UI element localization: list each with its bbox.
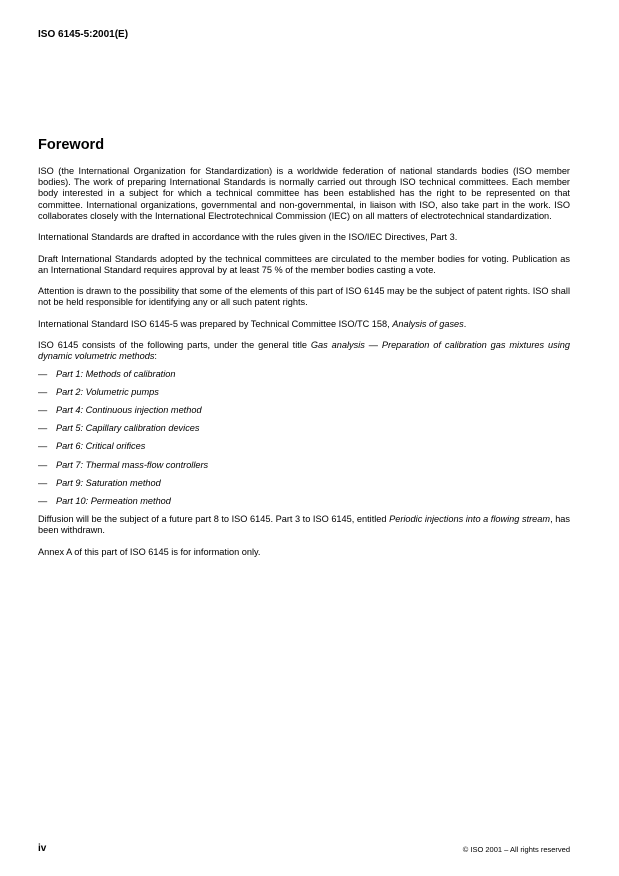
paragraph-voting: Draft International Standards adopted by the technical committees are circulated to the member bodies for voting. Publication as an International Standard requires approval by at least 75 % of the member bodies casting a vote.: [38, 253, 570, 275]
part-title: Part 2: Volumetric pumps: [56, 386, 159, 397]
foreword-heading: Foreword: [38, 137, 105, 153]
withdrawn-part-title: Periodic injections into a flowing stream: [389, 514, 551, 525]
parts-intro-end: :: [154, 351, 157, 362]
part-title: Part 6: Critical orifices: [56, 441, 146, 452]
paragraph-directives: International Standards are drafted in accordance with the rules given in the ISO/IEC Directives, Part 3.: [38, 232, 458, 243]
withdrawn-end: , has been withdrawn.: [38, 514, 571, 536]
list-item: [38, 441, 570, 452]
committee-title: Analysis of gases: [392, 318, 464, 329]
list-item: [38, 405, 570, 416]
list-dash: —: [38, 386, 48, 397]
withdrawn-text: Diffusion will be the subject of a future part 8 to ISO 6145. Part 3 to ISO 6145, entitled: [38, 514, 390, 525]
list-item: [38, 478, 570, 489]
part-title: Part 4: Continuous injection method: [56, 404, 202, 415]
list-dash: —: [38, 496, 48, 506]
list-item: [38, 460, 570, 471]
document-identifier: ISO 6145-5:2001(E): [38, 29, 129, 40]
parts-intro-text: ISO 6145 consists of the following parts, under the general title: [38, 340, 311, 351]
list-dash: —: [38, 441, 48, 452]
list-dash: —: [38, 368, 48, 379]
paragraph-withdrawn: [38, 514, 570, 536]
part-title: Part 9: Saturation method: [56, 477, 161, 488]
paragraph-parts-intro: [38, 340, 570, 362]
part-title: Part 5: Capillary calibration devices: [56, 423, 200, 434]
list-item: [38, 387, 570, 398]
list-item: [38, 496, 570, 507]
foreword-body: [38, 166, 570, 568]
paragraph-iso-description: ISO (the International Organization for Standardization) is a worldwide federation of national standards bodies (ISO member bodies). The work of preparing International Standards is normally carried out through ISO technical committees. Each member body interested in a subject for which a technical committee has been established has the right to be represented on that committee. International organizations, governmental and non-governmental, in liaison with ISO, also take part in the work. ISO collaborates closely with the International Electrotechnical Commission (IEC) on all matters of electrotechnical standardization.: [38, 166, 570, 221]
page-number: iv: [38, 843, 47, 854]
paragraph-prepared-by: [38, 319, 570, 330]
paragraph-annex: Annex A of this part of ISO 6145 is for information only.: [38, 546, 261, 557]
part-title: Part 10: Permeation method: [56, 496, 171, 506]
parts-list: [38, 369, 570, 508]
part-title: Part 7: Thermal mass-flow controllers: [56, 459, 209, 470]
part-title: Part 1: Methods of calibration: [56, 368, 176, 379]
list-dash: —: [38, 404, 48, 415]
general-title: Gas analysis — Preparation of calibration gas mixtures using dynamic volumetric methods: [38, 340, 570, 362]
copyright-notice: © ISO 2001 – All rights reserved: [462, 845, 570, 854]
list-dash: —: [38, 477, 48, 488]
list-item: [38, 423, 570, 434]
paragraph-patent-rights: Attention is drawn to the possibility that some of the elements of this part of ISO 6145 may be the subject of patent rights. ISO shall not be held responsible for identifying any or all such patent rights.: [38, 286, 570, 308]
prepared-by-text: International Standard ISO 6145-5 was prepared by Technical Committee ISO/TC 158,: [38, 318, 393, 329]
prepared-by-end: .: [463, 318, 467, 329]
list-dash: —: [38, 459, 48, 470]
list-dash: —: [38, 423, 48, 434]
list-item: [38, 369, 570, 380]
